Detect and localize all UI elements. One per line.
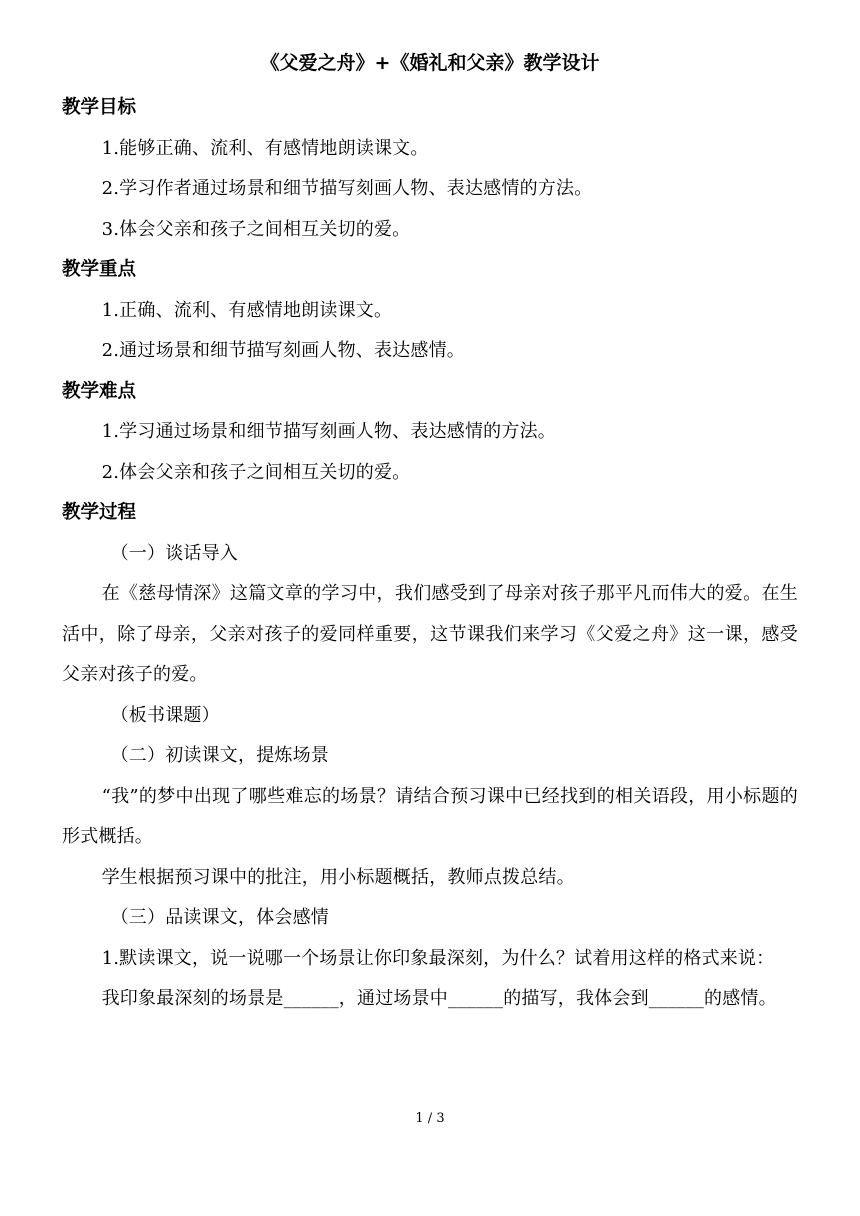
section-heading-key-points: 教学重点 <box>62 259 137 280</box>
section-heading-difficulties: 教学难点 <box>62 380 137 402</box>
process-subheading: （三）品读课文，体会感情 <box>110 907 329 928</box>
process-paragraph: 我印象最深刻的场景是______，通过场景中______的描写，我体会到______的感情。 <box>101 988 777 1009</box>
process-paragraph: 学生根据预习课中的批注，用小标题概括，教师点拨总结。 <box>101 866 575 888</box>
difficulty-item: 2.体会父亲和孩子之间相互关切的爱。 <box>101 461 411 483</box>
page-number: 1 / 3 <box>415 1111 445 1126</box>
document-title: 《父爱之舟》+《婚礼和父亲》教学设计 <box>260 52 600 74</box>
goal-item: 1.能够正确、流利、有感情地朗读课文。 <box>101 137 429 159</box>
document-body <box>62 88 798 1020</box>
process-note: （板书课题） <box>110 704 220 726</box>
process-subheading: （一）谈话导入 <box>110 542 238 564</box>
difficulty-item: 1.学习通过场景和细节描写刻画人物、表达感情的方法。 <box>101 421 556 442</box>
goal-item: 3.体会父亲和孩子之间相互关切的爱。 <box>101 218 411 240</box>
key-point-item: 2.通过场景和细节描写刻画人物、表达感情。 <box>101 340 465 361</box>
process-paragraph: “我”的梦中出现了哪些难忘的场景？请结合预习课中已经找到的相关语段，用小标题的形式概括。 <box>62 785 798 847</box>
goal-item: 2.学习作者通过场景和细节描写刻画人物、表达感情的方法。 <box>101 178 593 199</box>
section-heading-goals: 教学目标 <box>62 97 137 118</box>
key-point-item: 1.正确、流利、有感情地朗读课文。 <box>101 299 393 321</box>
section-heading-process: 教学过程 <box>62 502 137 523</box>
process-paragraph: 在《慈母情深》这篇文章的学习中，我们感受到了母亲对孩子那平凡而伟大的爱。在生活中，除了母亲，父亲对孩子的爱同样重要，这节课我们来学习《父爱之舟》这一课，感受父亲对孩子的爱。 <box>62 583 798 685</box>
process-paragraph: 1.默读课文，说一说哪一个场景让你印象最深刻，为什么？试着用这样的格式来说： <box>101 947 775 969</box>
process-subheading: （二）初读课文，提炼场景 <box>110 745 329 766</box>
